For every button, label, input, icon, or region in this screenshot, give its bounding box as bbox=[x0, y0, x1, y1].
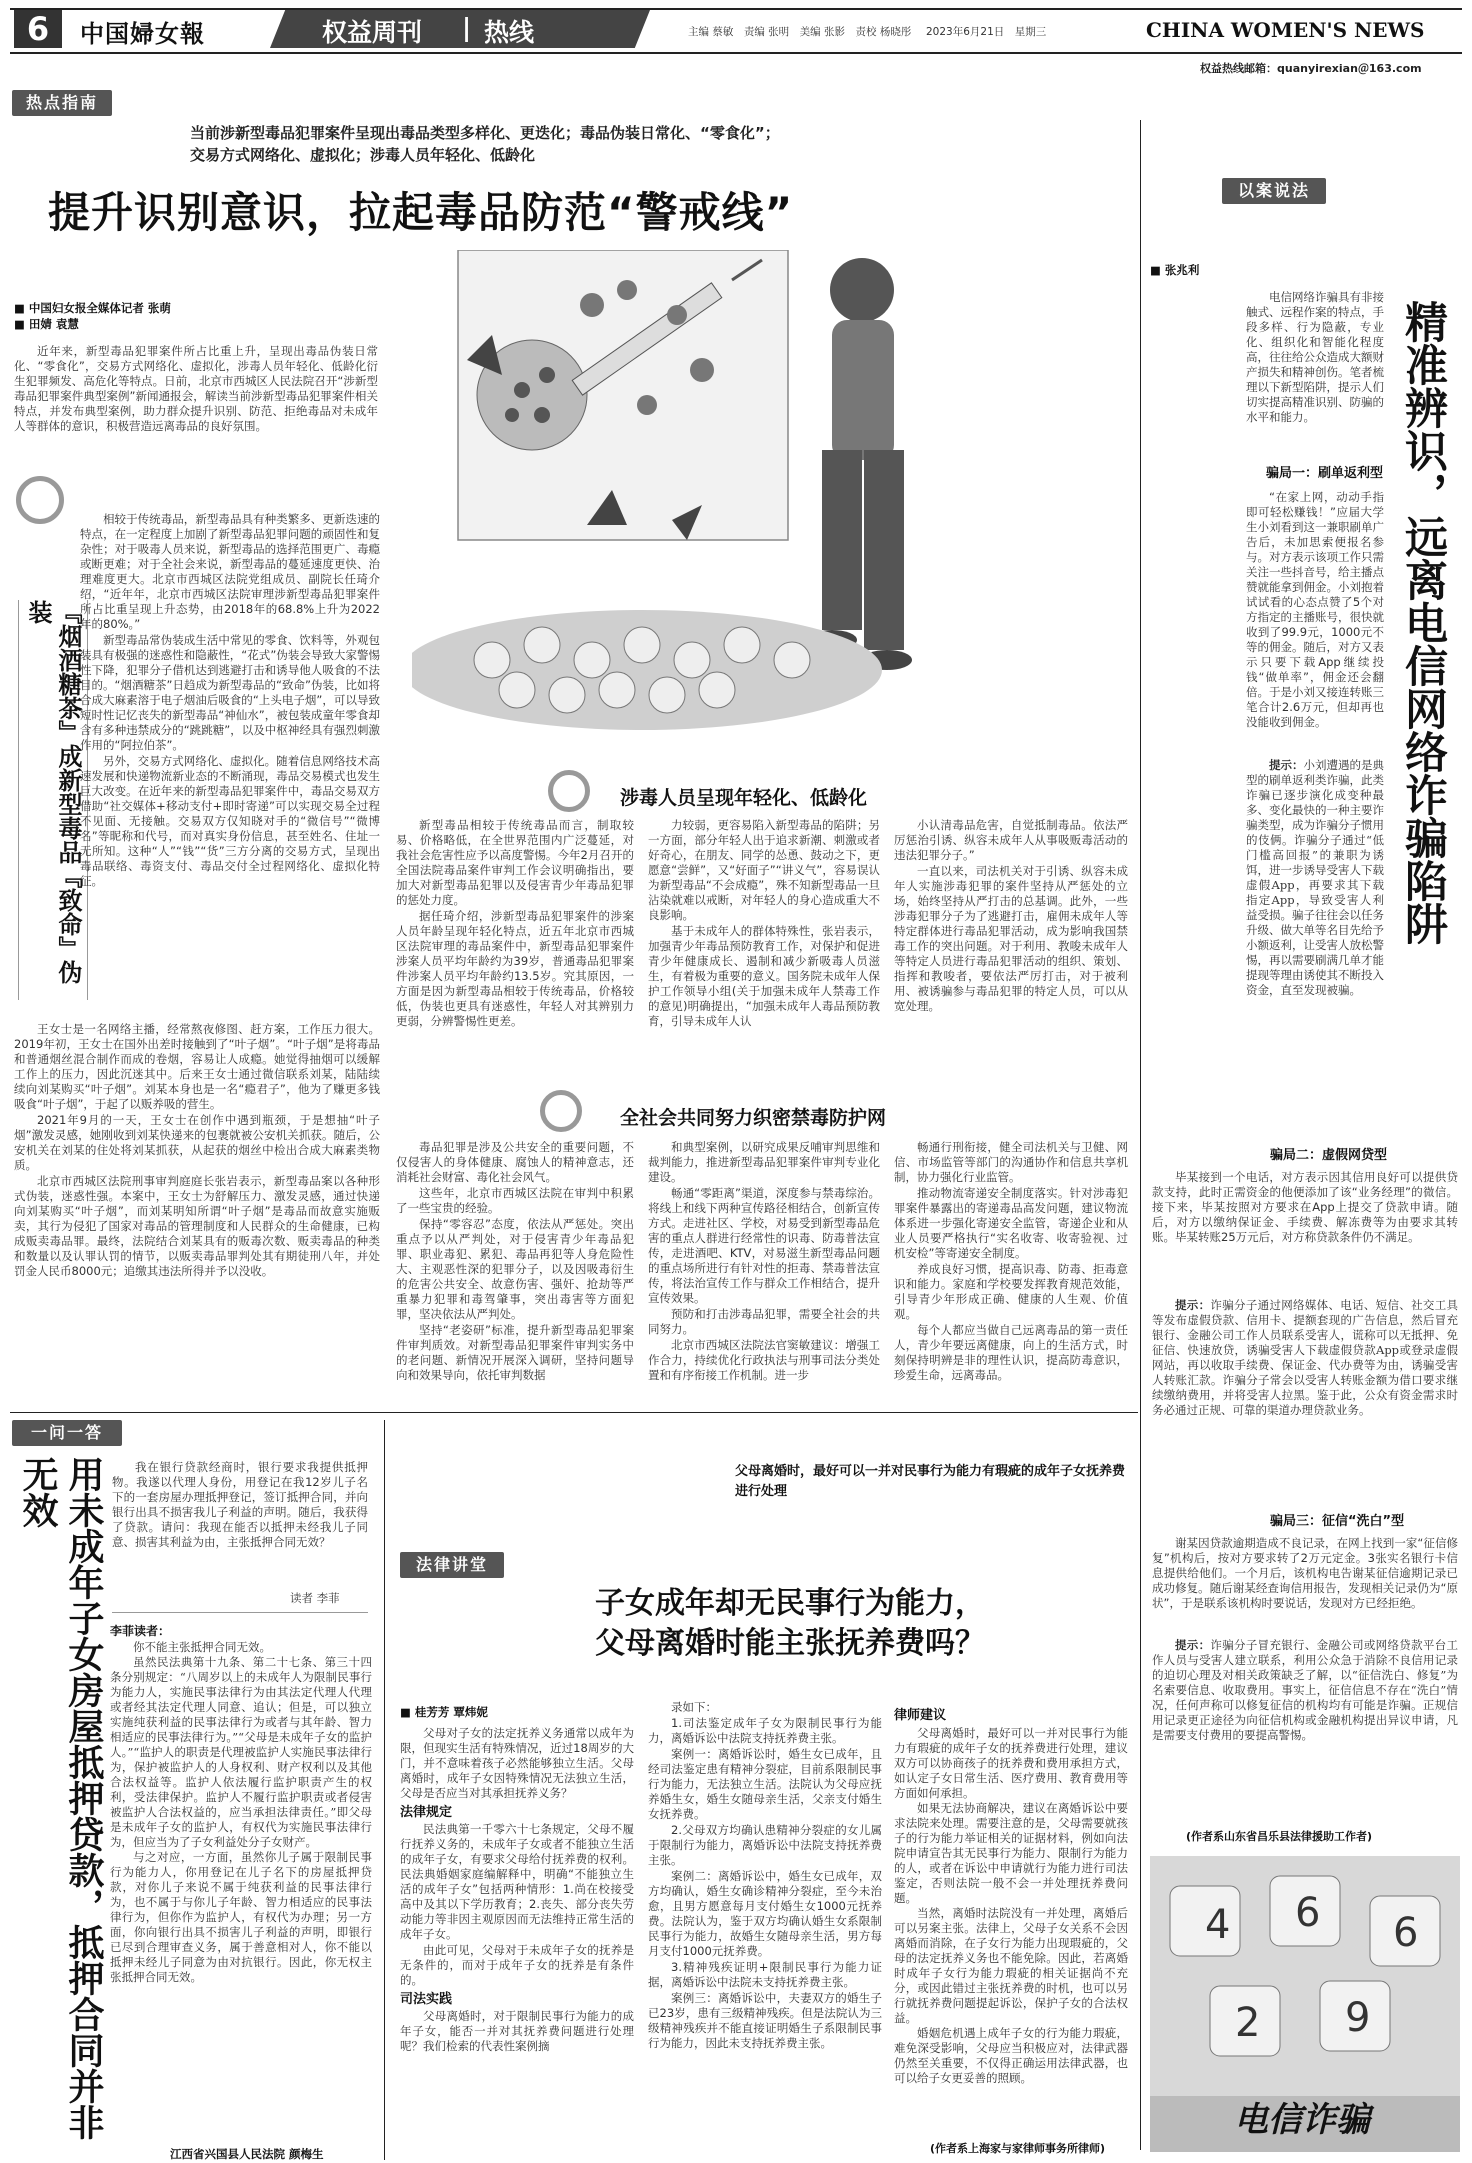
sec1-paragraph: 一直以来，司法机关对于引诱、纵容未成年人实施涉毒犯罪的案件坚持从严惩处的立场，始终坚持从严打击的总基调。此外，一些涉毒犯罪分子为了逃避打击，雇佣未成年人等特定群体进行毒品犯罪活动，成为影响我国禁毒工作的突出问题。对于利用、教唆未成年人等特定人员进行毒品犯罪活动的组织、策划、指挥和教唆者，要依法严厉打击，对于被利用、被诱骗参与毒品犯罪的特定人员，可以从宽处理。 bbox=[894, 864, 1128, 1013]
sec1-paragraph: 基于未成年人的群体特殊性，张岩表示，加强青少年毒品预防教育工作，对保护和促进青少年健康成长、遏制和减少新吸毒人员滋生，有着极为重要的意义。国务院未成年人保护工作领导小组(关于加强未成年人禁毒工作的意见)明确提出，“加强未成年人毒品预防教育，引导未成年人认 bbox=[648, 924, 880, 1028]
section-title: 权益周刊 bbox=[322, 18, 423, 47]
case1-tip-text: 小刘遭遇的是典型的刷单返利类诈骗，此类诈骗已逐步演化成变种最多、变化最快的一种主要诈骗类型，成为诈骗分子惯用的伎俩。诈骗分子通过“低门槛高回报”的兼职为诱饵，进一步诱导受害人下载虚假App，再要求其下载指定App，导致受害人利益受损。骗子往往会以任务升级、做大单等名目先给予小额返利，让受害人放松警惕，再以需要刷满几单才能提现等理由诱使其不断投入资金，直至发现被骗。 bbox=[1246, 758, 1384, 997]
case1-body bbox=[1246, 490, 1384, 756]
right-vertical-title: 精准辨识，远离电信网络诈骗陷阱 bbox=[1398, 300, 1448, 945]
svg-text:6: 6 bbox=[1295, 1890, 1321, 1936]
case3-tip-text: 诈骗分子冒充银行、金融公司或网络贷款平台工作人员与受害人建立联系，利用公众急于消除不良信用记录的迫切心理及对相关政策缺乏了解，以“征信洗白、修复”为名索要信息、收取费用。事实上，征信信息不存在“洗白”情况，任何声称可以修复征信的机构均有可能是诈骗。正规信用记录更正途径为向征信机构或金融机构提出异议申请，凡是需要支付费用的要提高警惕。 bbox=[1152, 1638, 1458, 1742]
main-col1-cont bbox=[14, 1022, 380, 1407]
svg-text:9: 9 bbox=[1345, 1995, 1371, 2041]
case2-body-text: 毕某接到一个电话，对方表示因其信用良好可以提供贷款支持，此时正需资金的他便添加了该“业务经理”的微信。接下来，毕某按照对方要求在App上提交了贷款申请。随后，对方以缴纳保证金、手续费、解冻费等为由要求其转账。毕某转账25万元后，对方称贷款条件仍不满足。 bbox=[1152, 1170, 1458, 1244]
sec1-paragraph: 据任琦介绍，涉新型毒品犯罪案件的涉案人员年龄呈现年轻化特点，近五年北京市西城区法院审理的毒品案件中，新型毒品犯罪案件涉案人员平均年龄约为39岁，普通毒品犯罪案件涉案人员平均年龄约13.5岁。究其原因，一方面是因为新型毒品相较于传统毒品，价格较低，伪装也更具有迷惑性，年轻人对其辨别力更弱，分辨警惕性更差。 bbox=[396, 909, 634, 1028]
skull-pile-icon bbox=[412, 610, 882, 730]
subsection-title: 热线 bbox=[484, 18, 535, 47]
law-col3-heading: 律师建议 bbox=[894, 1708, 947, 1723]
fraud-photo-caption: 电信诈骗 bbox=[1234, 2100, 1370, 2140]
sec2-heading: 全社会共同努力织密禁毒防护网 bbox=[620, 1107, 887, 1129]
sec1-col3 bbox=[894, 818, 1128, 1070]
qa-law-divider bbox=[384, 1420, 385, 2160]
english-name: CHINA WOMEN'S NEWS bbox=[1146, 18, 1425, 42]
sec1-col2 bbox=[648, 818, 880, 1070]
main-subtitle-line2: 交易方式网络化、虚拟化；涉毒人员年轻化、低龄化 bbox=[190, 146, 536, 164]
main-subtitle-line1: 当前涉新型毒品犯罪案件呈现出毒品类型多样化、更迭化；毒品伪装日常化、“零食化”； bbox=[190, 124, 780, 142]
sec1-col1 bbox=[396, 818, 634, 1070]
sec2-paragraph: 养成良好习惯，提高识毒、防毒、拒毒意识和能力。家庭和学校要发挥教育规范效能，引导青少年形成正确、健康的人生观、价值观。 bbox=[894, 1262, 1128, 1321]
svg-text:2: 2 bbox=[1235, 2000, 1261, 2046]
case1-tip-label: 提示： bbox=[1269, 758, 1304, 772]
law-advice-paragraph: 父母离婚时，最好可以一并对民事行为能力有瑕疵的成年子女的抚养费进行处理，建议双方可以协商孩子的抚养费和费用承担方式，如认定子女日常生活、医疗费用、教育费用等方面如何承担。 bbox=[894, 1726, 1128, 1800]
law-paragraph: 父母离婚时，对于限制民事行为能力的成年子女，能否一并对其抚养费问题进行处理呢？我们检索的代表性案例摘 bbox=[400, 2009, 634, 2053]
law-subheading-judicial-practice: 司法实践 bbox=[400, 1992, 453, 2007]
sec2-col3 bbox=[894, 1140, 1128, 1402]
case1-tip bbox=[1246, 758, 1384, 1128]
law-col2 bbox=[648, 1700, 882, 2156]
case2-body bbox=[1152, 1170, 1458, 1294]
sec2-paragraph: 和典型案例，以研究成果反哺审判思维和裁判能力，推进新型毒品犯罪案件审判专业化建设。 bbox=[648, 1140, 880, 1184]
fraud-photo bbox=[1150, 1856, 1460, 2152]
qa-answer-sign: 江西省兴国县人民法院 颜梅生 bbox=[170, 2147, 324, 2161]
sec1-paragraph: 力较弱，更容易陷入新型毒品的陷阱；另一方面，部分年轻人出于追求新潮、刺激或者好奇心，在朋友、同学的怂恿、鼓动之下，更愿意“尝鲜”，又“好面子”“讲义气”，容易误认为新型毒品“不会成瘾”，殊不知新型毒品一旦沾染就难以戒断，对年轻人的身心造成重大不良影响。 bbox=[648, 818, 880, 922]
magnifier-icon bbox=[16, 476, 64, 524]
main-side-title: 『烟酒糖茶』成新型毒品『致命』伪装 bbox=[18, 600, 88, 1000]
qa-answer bbox=[110, 1640, 372, 2144]
law-paragraph: 由此可见，父母对于未成年子女的抚养是无条件的，而对于成年子女的抚养是有条件的。 bbox=[400, 1943, 634, 1987]
qa-answer-lead: 你不能主张抵押合同无效。 bbox=[133, 1640, 271, 1654]
law-paragraph: 父母对子女的法定抚养义务通常以成年为限，但现实生活有特殊情况，近过18周岁的大门，并不意味着孩子必然能够独立生活。父母离婚时，成年子女因特殊情况无法独立生活，父母是否应当对其承担抚养义务？ bbox=[400, 1726, 634, 1800]
sec1-paragraph: 新型毒品相较于传统毒品而言，制取较易、价格略低，在全世界范围内广泛蔓延，对我社会危害性应予以高度警惕。今年2月召开的全国法院毒品案件审判工作会议明确指出，要加大对新型毒品犯罪以及侵害青少年毒品犯罪的惩处力度。 bbox=[396, 818, 634, 907]
sec2-paragraph: 预防和打击涉毒品犯罪，需要全社会的共同努力。 bbox=[648, 1307, 880, 1336]
svg-text:6: 6 bbox=[1393, 1910, 1419, 1956]
case2-tip bbox=[1152, 1298, 1458, 1496]
main-byline-1: ■ 中国妇女报全媒体记者 张萌 bbox=[14, 301, 171, 315]
page-number: 6 bbox=[26, 10, 50, 48]
qa-divider bbox=[112, 1612, 368, 1613]
section-divider-line bbox=[10, 1412, 1138, 1413]
sec1-heading: 涉毒人员呈现年轻化、低龄化 bbox=[620, 787, 868, 809]
law-headline-line1: 子女成年却无民事行为能力， bbox=[595, 1586, 985, 1621]
law-headline bbox=[500, 1584, 1080, 1664]
masthead bbox=[0, 0, 1472, 75]
email-line bbox=[1200, 60, 1422, 76]
drug-illustration-svg bbox=[412, 250, 1032, 780]
law-paragraph: 案例一：离婚诉讼时，婚生女已成年，且经司法鉴定患有精神分裂症，目前系限制民事行为能力，无法独立生活。法院认为父母应抚养婚生女，婚生女随母亲生活，父亲支付婚生女抚养费。 bbox=[648, 1747, 882, 1821]
sec2-paragraph: 坚持“老姿研”标准，提升新型毒品犯罪案件审判质效。对新型毒品犯罪案件审判实务中的老问题、新情况开展深入调研，坚持问题导向和效果导向，依托审判数据 bbox=[396, 1323, 634, 1382]
law-paragraph: 2.父母双方均确认患精神分裂症的女儿属于限制行为能力，离婚诉讼中法院支持抚养费主张。 bbox=[648, 1823, 882, 1867]
main-col1 bbox=[80, 512, 380, 1022]
sec2-paragraph: 毒品犯罪是涉及公共安全的重要问题，不仅侵害人的身体健康、腐蚀人的精神意志，还消耗社会财富、毒化社会风气。 bbox=[396, 1140, 634, 1184]
qa-question bbox=[112, 1460, 368, 1584]
column-tag-law bbox=[400, 1552, 504, 1578]
email-label: 权益热线邮箱： bbox=[1200, 62, 1277, 75]
main-byline-2: ■ 田婧 袁慧 bbox=[14, 317, 79, 331]
section-divider: | bbox=[462, 13, 472, 42]
case2-heading: 骗局二：虚假网贷型 bbox=[1270, 1148, 1388, 1163]
column-divider bbox=[1140, 120, 1141, 2150]
right-intro bbox=[1246, 290, 1384, 442]
law-subheading-legal-basis: 法律规定 bbox=[400, 1805, 453, 1820]
column-tag-qa bbox=[12, 1420, 122, 1446]
right-intro-text: 电信网络诈骗具有非接触式、远程作案的特点，手段多样、行为隐蔽，专业化、组织化和智能化程度高，往往给公众造成大额财产损失和精神创伤。笔者梳理以下新型陷阱，提示人们切实提高精准识别、防骗的水平和能力。 bbox=[1246, 290, 1384, 424]
law-advice-paragraph: 如果无法协商解决，建议在离婚诉讼中要求法院来处理。需要注意的是，父母需要就孩子的行为能力举证相关的证据材料，例如向法院申请宣告其无民事行为能力、限制行为能力的人，或者在诉讼中申请就行为能力进行司法鉴定，否则法院一般不会一并处理抚养费问题。 bbox=[894, 1801, 1128, 1905]
qa-answer-paragraph: 虽然民法典第十九条、第二十七条、第三十四条分别规定：“八周岁以上的未成年人为限制民事行为能力人，实施民事法律行为由其法定代理人代理或者经其法定代理人同意、追认；但是，可以独立实施纯获利益的民事法律行为或者与其年龄、智力相适应的民事法律行为。”“父母是未成年子女的监护人。”“监护人的职责是代理被监护人实施民事法律行为，保护被监护人的人身权利、财产权利以及其他合法权益等。监护人依法履行监护职责产生的权利，受法律保护。监护人不履行监护职责或者侵害被监护人合法权益的，应当承担法律责任。”即父母是未成年子女的监护人，有权代为实施民事法律行为，但应当为了子女利益处分子女财产。 bbox=[110, 1655, 372, 1849]
main-headline: 提升识别意识，拉起毒品防范“警戒线” bbox=[48, 188, 794, 237]
law-paragraph: 案例三：离婚诉讼中，夫妻双方的婚生子已23岁，患有三级精神残疾。但是法院认为三级精神残疾并不能直接证明婚生子系限制民事行为能力，因此未支持抚养费主张。 bbox=[648, 1991, 882, 2050]
column-tag-case bbox=[1222, 178, 1326, 204]
email-address: quanyirexian＠163.com bbox=[1277, 62, 1422, 75]
sec2-col1 bbox=[396, 1140, 634, 1402]
main-col1-paragraph: 北京市西城区法院刑事审判庭庭长张岩表示，新型毒品案以各种形式伪装，迷惑性强。本案中，王女士为舒解压力、激发灵感，通过快递向刘某购买“叶子烟”，而刘某明知所谓“叶子烟”是毒品而故意实施贩卖，其行为侵犯了国家对毒品的管理制度和人民群众的生命健康，已构成贩卖毒品罪。最终，法院结合刘某具有的贩毒次数、贩卖毒品的种类和数量以及认罪认罚的情节，以贩卖毒品罪判处其有期徒刑八年，并处罚金人民币8000元；追缴其违法所得并予以没收。 bbox=[14, 1174, 380, 1278]
sec2-paragraph: 推动物流寄递安全制度落实。针对涉毒犯罪案件暴露出的寄递毒品高发问题，建议物流体系进一步强化寄递安全监管，寄递企业和从业人员要严格执行“实名收寄、收寄验视、过机安检”等寄递安全制度。 bbox=[894, 1186, 1128, 1260]
issue-date: 2023年6月21日 星期三 bbox=[926, 26, 1047, 38]
law-headline-line2: 父母离婚时能主张抚养费吗？ bbox=[595, 1626, 985, 1661]
law-paragraph: 民法典第一千零六十七条规定，父母不履行抚养义务的，未成年子女或者不能独立生活的成年子女，有要求父母给付抚养费的权利。民法典婚姻家庭编解释中，明确“不能独立生活的成年子女”包括两种情形：1.尚在校接受高中及其以下学历教育；2.丧失、部分丧失劳动能力等非因主观原因而无法维持正常生活的成年子女。 bbox=[400, 1822, 634, 1941]
right-byline: ■ 张兆利 bbox=[1150, 263, 1200, 277]
sec2-paragraph: 畅通行刑衔接，健全司法机关与卫健、网信、市场监管等部门的沟通协作和信息共享机制，协力强化行业监管。 bbox=[894, 1140, 1128, 1184]
main-col1-paragraph: 相较于传统毒品，新型毒品具有种类繁多、更新迭速的特点，在一定程度上加剧了新型毒品犯罪问题的顽固性和复杂性；对于吸毒人员来说，新型毒品的选择范围更广、毒瘾或断更难；对于全社会来说，新型毒品的蔓延速度更快、治理难度更大。北京市西城区法院党组成员、副院长任琦介绍，“近年年，北京市西城区法院审理涉新型毒品犯罪案件所占比重呈现上升态势，由2018年的68.8%上升为2022年的80%。” bbox=[80, 512, 380, 631]
column-tag-hotspot-text: 热点指南 bbox=[25, 93, 98, 112]
column-tag-hotspot bbox=[12, 90, 112, 116]
qa-answer-paragraph: 与之对应，一方面，虽然你儿子属于限制民事行为能力人，你用登记在儿子名下的房屋抵押贷款，对你儿子来说不属于纯获利益的民事法律行为，也不属于与你儿子年龄、智力相适应的民事法律行为，但你作为监护人，有权代为办理；另一方面，你向银行出具不损害儿子利益的声明，即银行已尽到合理审查义务，属于善意相对人，你不能以抵押未经儿子同意为由对抗银行。因此，你无权主张抵押合同无效。 bbox=[110, 1850, 372, 1984]
sec2-paragraph: 保持“零容忍”态度，依法从严惩处。突出重点予以从严判处，对于侵害青少年毒品犯罪、职业毒犯、累犯、毒品再犯等人身危险性大、主观恶性深的犯罪分子，以及因吸毒衍生的危害公共安全、故意伤害、强奸、抢劫等严重暴力犯罪和毒驾肇事，突出毒害等方面犯罪，坚决依法从严判处。 bbox=[396, 1217, 634, 1321]
svg-text:4: 4 bbox=[1205, 1902, 1231, 1948]
main-col1-paragraph: 王女士是一名网络主播，经常熬夜修图、赶方案，工作压力很大。2019年初，王女士在国外出差时接触到了“叶子烟”。“叶子烟”是将毒品和普通烟丝混合制作而成的卷烟，容易让人成瘾。她觉得抽烟可以缓解工作上的压力，因此沉迷其中。后来王女士通过微信联系刘某，陆陆续续向刘某购买“叶子烟”。刘某本身也是一名“瘾君子”，他为了赚更多钱吸食“叶子烟”，于起了以贩养吸的营生。 bbox=[14, 1022, 380, 1111]
case3-body bbox=[1152, 1536, 1458, 1636]
law-paragraph: 案例二：离婚诉讼中，婚生女已成年，双方均确认，婚生女确诊精神分裂症，至今未治愈，且男方愿意每月支付婚生女1000元抚养费。法院认为，鉴于双方均确认婚生女系限制民事行为能力，故婚生女随母亲生活，男方每月支付1000元抚养费。 bbox=[648, 1869, 882, 1958]
case3-tip-label: 提示： bbox=[1175, 1638, 1211, 1652]
sec2-paragraph: 这些年，北京市西城区法院在审判中积累了一些宝贵的经验。 bbox=[396, 1186, 634, 1215]
person-figure bbox=[807, 258, 912, 670]
case3-body-text: 谢某因贷款逾期造成不良记录，在网上找到一家“征信修复”机构后，按对方要求转了2万元定金。3张实名银行卡信息提供给他们。一个月后，该机构电告谢某征信逾期记录已成功修复。随后谢某经查询信用报告，发现相关记录仍为“原状”，于是联系该机构时要说话，发现对方已经拒绝。 bbox=[1152, 1536, 1458, 1610]
column-tag-qa-text: 一问一答 bbox=[30, 1423, 103, 1442]
qa-question-text: 我在银行贷款经商时，银行要求我提供抵押物。我遂以代理人身份，用登记在我12岁儿子名下的一套房屋办理抵押登记，签订抵押合同，并向银行出具不损害我儿子利益的声明。随后，我获得了贷款。请问：我现在能否以抵押未经我儿子同意、损害其利益为由，主张抵押合同无效？ bbox=[112, 1460, 368, 1549]
law-advice-paragraph: 当然，离婚时法院没有一并处理，离婚后可以另案主张。法律上，父母子女关系不会因离婚而消除，在子女行为能力出现瑕疵的，父母的法定抚养义务也不能免除。因此，若离婚时成年子女行为能力瑕疵的相关证据尚不充分，或因此错过主张抚养费的时机，也可以另行就抚养费问题提起诉讼，保护子女的合法权益。 bbox=[894, 1906, 1128, 2025]
main-col1-paragraph: 新型毒品常伪装成生活中常见的零食、饮料等，外观包装具有极强的迷惑性和隐蔽性，“花式”伪装会导致大家警惕性下降，犯罪分子借机达到逃避打击和诱导他人吸食的不法目的。“烟酒糖茶”日趋成为新型毒品的“致命”伪装，比如将合成大麻素溶于电子烟油后吸食的“上头电子烟”，可以导致短时性记忆丧失的新型毒品“神仙水”，被包装成童年零食却含有多种违禁成分的“跳跳糖”，以及中枢神经具有强烈刺激作用的“阿拉伯茶”。 bbox=[80, 633, 380, 752]
case2-tip-label: 提示： bbox=[1175, 1298, 1211, 1312]
right-author-note: (作者系山东省昌乐县法律援助工作者) bbox=[1186, 1830, 1373, 1843]
column-tag-case-text: 以案说法 bbox=[1237, 181, 1310, 200]
column-tag-law-text: 法律讲堂 bbox=[415, 1555, 488, 1574]
sec2-paragraph: 北京市西城区法院法官窦敏建议：增强工作合力，持续优化行政执法与刑事司法分类处置和有序衔接工作机制。进一步 bbox=[648, 1338, 880, 1382]
law-col3 bbox=[894, 1726, 1128, 2134]
law-author-note: (作者系上海家与家律师事务所律师) bbox=[930, 2142, 1106, 2155]
main-byline bbox=[14, 300, 171, 332]
law-col1 bbox=[400, 1726, 634, 2156]
editor-credits: 主编 蔡敏 责编 张明 美编 张影 责校 杨晓彤 bbox=[688, 26, 912, 38]
law-deck: 父母离婚时，最好可以一并对民事行为能力有瑕疵的成年子女抚养费进行处理 bbox=[735, 1464, 1126, 1499]
paper-name: 中国婦女報 bbox=[80, 19, 205, 48]
law-byline: ■ 桂芳芳 覃炜妮 bbox=[400, 1705, 488, 1719]
qa-answer-salute: 李菲读者： bbox=[110, 1624, 171, 1638]
main-lead bbox=[14, 344, 378, 464]
sec2-col2 bbox=[648, 1140, 880, 1402]
law-advice-paragraph: 婚姻危机遇上成年子女的行为能力瑕疵，难免深受影响，父母应当积极应对，法律武器仍然至关重要，不仅得正确运用法律武器，也可以给子女更妥善的照顾。 bbox=[894, 2026, 1128, 2085]
case1-body-text: “在家上网，动动手指即可轻松赚钱！”应届大学生小刘看到这一兼职刷单广告后，未加思索便报名参与。对方表示该项工作只需关注一些抖音号，给主播点赞就能拿到佣金。小刘抱着试试看的心态点赞了5个对方指定的主播账号，很快就收到了99.9元，1000元不等的佣金。随后，对方又表示只要下载App继续投钱“做单率”，佣金还会翻倍。于是小刘又接连转账三笔合计2.6万元，但却再也没能收到佣金。 bbox=[1246, 490, 1384, 729]
main-col1-paragraph: 另外，交易方式网络化、虚拟化。随着信息网络技术高速发展和快递物流新业态的不断涌现，毒品交易模式也发生巨大改变。在近年来的新型毒品犯罪案件中，毒品交易双方借助“社交媒体+移动支付+即时寄递”可以实现交易全过程不见面、无接触。交易双方仅知晓对手的“微信号”“微博名”等昵称和代号，而对真实身份信息，甚至姓名、住址一无所知。这种“人”“钱”“货”三方分离的交易方式，呈现出毒品联络、毒资支付、毒品交付全过程网络化、虚拟化特征。 bbox=[80, 754, 380, 888]
case1-heading: 骗局一：刷单返利型 bbox=[1266, 466, 1384, 481]
magnifier-icon bbox=[548, 770, 590, 812]
law-paragraph: 1.司法鉴定成年子女为限制民事行为能力，离婚诉讼中法院支持抚养费主张。 bbox=[648, 1716, 882, 1745]
main-col1-paragraph: 2021年9月的一天，王女士在创作中遇到瓶颈，于是想抽“叶子烟”激发灵感，她刚收到刘某快递来的包裹就被公安机关抓获。随后，公安机关在刘某的住处将刘某抓获，从起获的烟丝中检出合成大麻素类物质。 bbox=[14, 1113, 380, 1172]
main-lead-text: 近年来，新型毒品犯罪案件所占比重上升，呈现出毒品伪装日常化、“零食化”，交易方式网络化、虚拟化，涉毒人员年轻化、低龄化衍生犯罪频发、高危化等特点。日前，北京市西城区人民法院召开“涉新型毒品犯罪案件典型案例”新闻通报会，解读当前涉新型毒品犯罪案件相关特点，并发布典型案例，助力群众提升识别、防范、拒绝毒品对未成年人等群体的意识，积极营造远离毒品的良好氛围。 bbox=[14, 344, 378, 433]
page-number-block bbox=[14, 10, 62, 48]
case2-tip-text: 诈骗分子通过网络媒体、电话、短信、社交工具等发布虚假贷款、信用卡、提额套现的广告信息，然后冒充银行、金融公司工作人员联系受害人，谎称可以无抵押、免征信、快速放贷，诱骗受害人下载虚假贷款App或登录虚假网站，再以收取手续费、保证金、代办费等为由，诱骗受害人转账汇款。诈骗分子常会以受害人转账金额为借口要求继续缴纳费用，并将受害人拉黑。鉴于此，公众有资金需求时务必通过正规、可靠的渠道办理贷款业务。 bbox=[1152, 1298, 1458, 1417]
law-paragraph: 录如下： bbox=[671, 1700, 717, 1714]
qa-question-sign: 读者 李菲 bbox=[290, 1591, 340, 1605]
magnifier-icon bbox=[540, 1090, 582, 1132]
case3-heading: 骗局三：征信“洗白”型 bbox=[1270, 1514, 1405, 1529]
case3-tip bbox=[1152, 1638, 1458, 1824]
sec2-paragraph: 每个人都应当做自己远离毒品的第一责任人，青少年要远离健康，向上的生活方式，时刻保持明辨是非的理性认识，提高防毒意识，珍爱生命，远离毒品。 bbox=[894, 1323, 1128, 1382]
sec1-paragraph: 小认清毒品危害，自觉抵制毒品。依法严厉惩治引诱、纵容未成年人从事吸贩毒活动的违法犯罪分子。” bbox=[894, 818, 1128, 862]
qa-vertical-title: 用未成年子女房屋抵押贷款，抵押合同并非无效 bbox=[17, 1456, 104, 2140]
main-subtitle bbox=[190, 122, 780, 166]
law-paragraph: 3.精神残疾证明+限制民事行为能力证据，离婚诉讼中法院未支持抚养费主张。 bbox=[648, 1960, 882, 1989]
drug-illustration bbox=[412, 250, 1032, 780]
sec2-paragraph: 畅通“零距离”渠道，深度参与禁毒综治。将线上和线下两种宣传路径相结合，创新宣传方式。走进社区、学校，对易受到新型毒品危害的重点人群进行经常性的识毒、防毒普法宣传，走进酒吧、KTV，对易滋生新型毒品问题的重点场所进行有针对性的拒毒、禁毒普法宣传，将法治宣传工作与群众工作相结合，提升宣传效果。 bbox=[648, 1186, 880, 1305]
